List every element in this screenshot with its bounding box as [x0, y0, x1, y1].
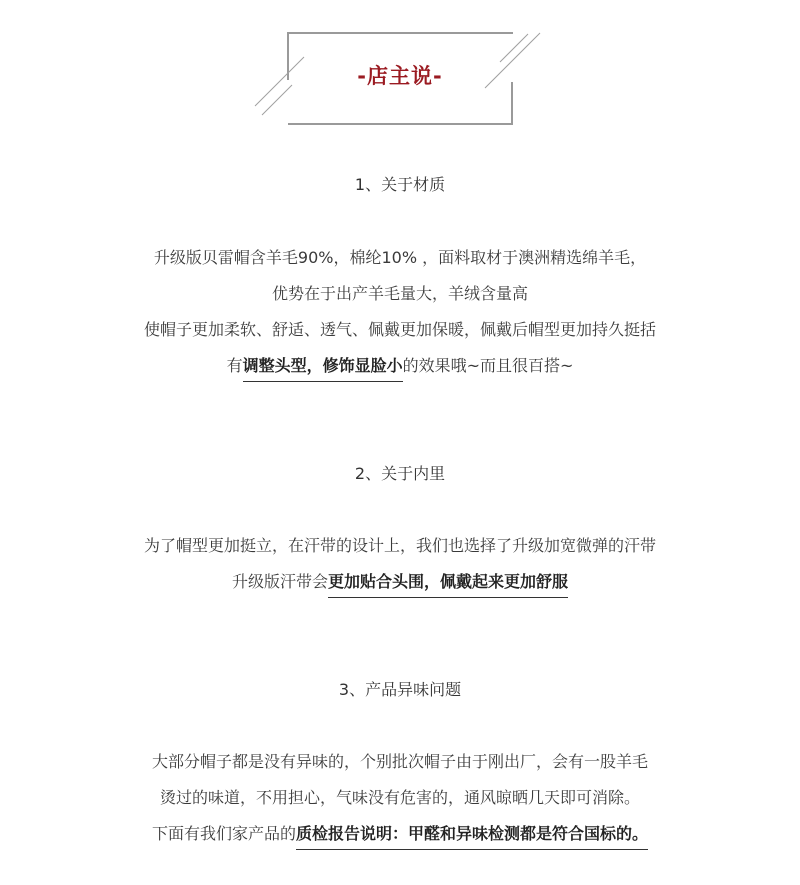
- odor-line-2: 烫过的味道，不用担心，气味没有危害的，通风晾晒几天即可消除。: [159, 788, 640, 807]
- header-frame: [0, 0, 800, 140]
- lining-line-2: 升级版汗带会更加贴合头围，佩戴起来更加舒服: [0, 569, 800, 592]
- lining-line-1: 为了帽型更加挺立，在汗带的设计上，我们也选择了升级加宽微弹的汗带: [143, 536, 656, 555]
- material-line-3: 使帽子更加柔软、舒适、透气、佩戴更加保暖，佩戴后帽型更加持久挺括: [143, 320, 656, 339]
- odor-line-1: 大部分帽子都是没有异味的，个别批次帽子由于刚出厂，会有一股羊毛: [151, 752, 648, 771]
- material-line-4: 有调整头型，修饰显脸小的效果哦~而且很百搭~: [0, 353, 800, 376]
- section-heading-material: 1、关于材质: [354, 175, 446, 194]
- highlight-text: 调整头型，修饰显脸小: [243, 356, 403, 382]
- material-line-2: 优势在于出产羊毛量大，羊绒含量高: [271, 284, 528, 303]
- material-line-1: 升级版贝雷帽含羊毛90%，棉纶10% ，面料取材于澳洲精选绵羊毛，: [153, 248, 647, 267]
- page-title: -店主说-: [357, 64, 443, 88]
- section-heading-lining: 2、关于内里: [354, 464, 446, 483]
- highlight-text: 更加贴合头围，佩戴起来更加舒服: [328, 572, 568, 598]
- section-heading-odor: 3、产品异味问题: [338, 680, 462, 699]
- odor-line-3: 下面有我们家产品的质检报告说明：甲醛和异味检测都是符合国标的。: [0, 821, 800, 844]
- highlight-text: 质检报告说明：甲醛和异味检测都是符合国标的。: [296, 824, 648, 850]
